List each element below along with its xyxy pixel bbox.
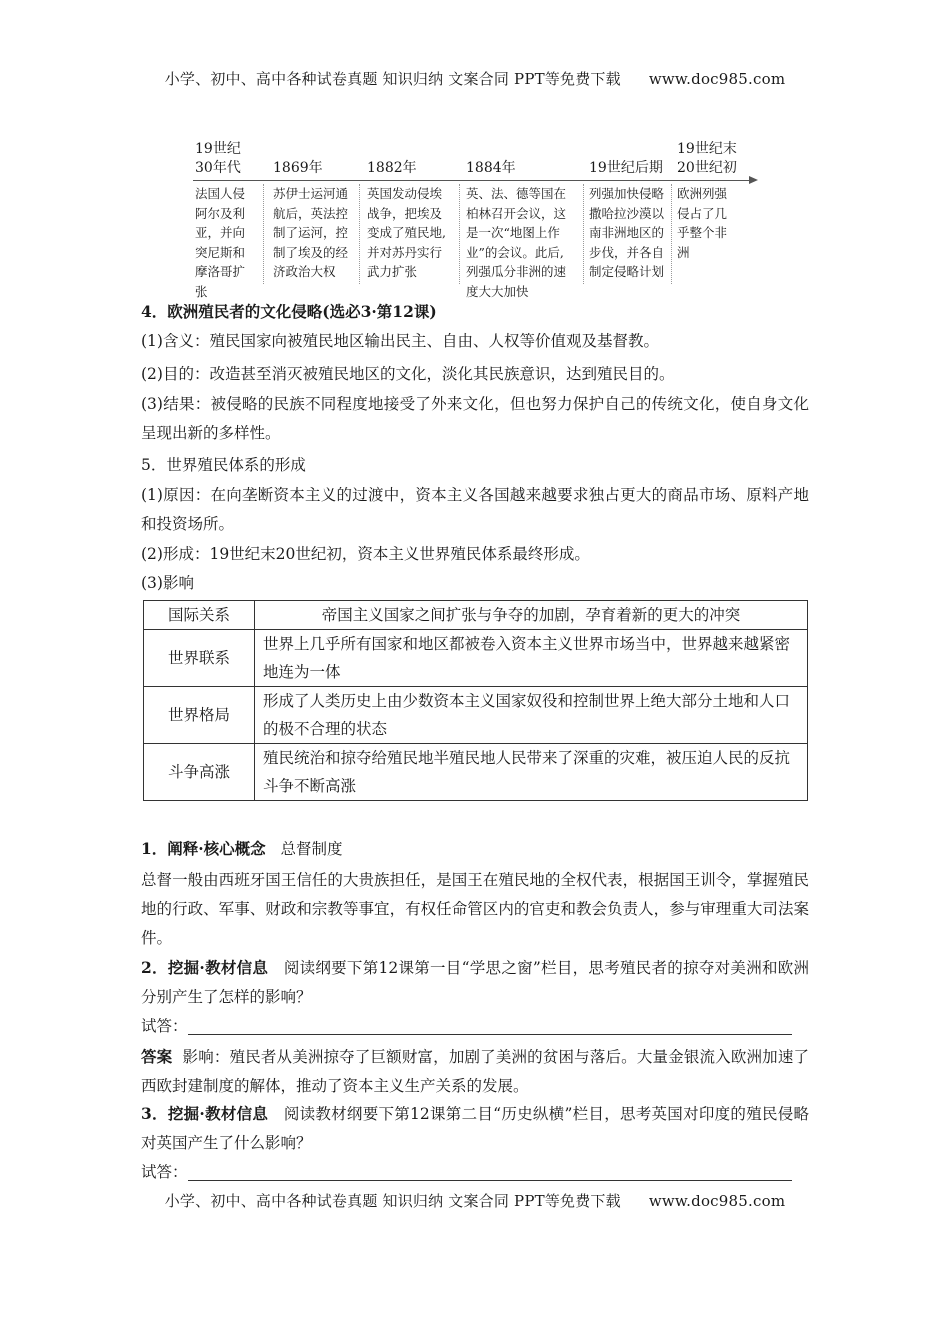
page-header xyxy=(0,68,950,89)
timeline xyxy=(193,140,763,299)
table-row xyxy=(144,601,808,630)
q2-title: 2．挖掘·教材信息 xyxy=(141,958,269,977)
timeline-description-line: 并对苏丹实行 xyxy=(367,244,443,260)
table-row xyxy=(144,630,808,687)
table-key: 世界联系 xyxy=(144,630,255,687)
section4-purpose: (2)目的：改造甚至消灭被殖民地区的文化，淡化其民族意识，达到殖民目的。 xyxy=(141,365,675,383)
q1-text: 总督一般由西班牙国王信任的大贵族担任，是国王在殖民地的全权代表，根据国王训令，掌握殖民地的行政、军事、财政和宗教等事宜，有权任命管区内的官吏和教会负责人，参与审理重大司法案件。 xyxy=(141,871,809,947)
timeline-date: 1869年 xyxy=(273,160,323,176)
timeline-description-line: 济政治大权 xyxy=(273,264,336,279)
q1-heading xyxy=(141,834,809,864)
timeline-description-line: 变成了殖民地, xyxy=(367,225,446,240)
timeline-description-line: 是一次“地图上作 xyxy=(466,225,560,240)
q3-block xyxy=(141,1099,809,1158)
timeline-description-line: 英国发动侵埃 xyxy=(367,186,443,201)
timeline-description-line: 战争，把埃及 xyxy=(367,205,443,221)
timeline-description-line: 航后，英法控 xyxy=(273,205,349,221)
section5-formation: (2)形成：19世纪末20世纪初，资本主义世界殖民体系最终形成。 xyxy=(141,545,590,563)
timeline-description-line: 制定侵略计划 xyxy=(589,264,665,279)
page-footer xyxy=(0,1190,950,1211)
q2-try-label: 试答： xyxy=(141,1017,188,1035)
header-url[interactable]: www.doc985.com xyxy=(648,70,786,88)
header-text: 小学、初中、高中各种试卷真题 知识归纳 文案合同 PPT等免费下载 xyxy=(164,70,621,88)
timeline-description-line: 撒哈拉沙漠以 xyxy=(589,205,665,221)
timeline-description-line: 列强加快侵略 xyxy=(589,186,665,201)
table-value: 帝国主义国家之间扩张与争夺的加剧，孕育着新的更大的冲突 xyxy=(255,601,808,630)
timeline-description-line: 乎整个非 xyxy=(677,225,728,240)
timeline-description xyxy=(466,184,596,301)
q2-answer-line[interactable] xyxy=(188,1016,792,1035)
timeline-description-line: 亚，并向 xyxy=(195,225,246,240)
table-row xyxy=(144,744,808,801)
timeline-description-line: 摩洛哥扩 xyxy=(195,264,246,279)
timeline-separator xyxy=(671,184,673,284)
q2-answer-label: 答案 xyxy=(141,1047,173,1066)
timeline-description-line: 苏伊士运河通 xyxy=(273,186,349,201)
q2-block xyxy=(141,953,809,1012)
timeline-date: 19世纪后期 xyxy=(589,160,663,176)
q3-try xyxy=(141,1158,809,1187)
q2-try xyxy=(141,1012,809,1041)
footer-url[interactable]: www.doc985.com xyxy=(648,1192,786,1210)
timeline-description-line: 阿尔及利 xyxy=(195,205,246,221)
timeline-separator xyxy=(459,184,461,284)
timeline-description-line: 侵占了几 xyxy=(677,205,728,221)
timeline-description-line: 列强瓜分非洲的速 xyxy=(466,264,567,279)
timeline-description-line: 度大大加快 xyxy=(466,283,529,299)
section4-meaning: (1)含义：殖民国家向被殖民地区输出民主、自由、人权等价值观及基督教。 xyxy=(141,332,659,350)
timeline-description-line: 步伐，并各自 xyxy=(589,244,665,260)
q2-answer-text: 影响：殖民者从美洲掠夺了巨额财富，加剧了美洲的贫困与落后。大量金银流入欧洲加速了西欧封建制度的解体，推动了资本主义生产关系的发展。 xyxy=(141,1048,809,1095)
q1-topic: 总督制度 xyxy=(280,840,343,858)
timeline-date: 1882年 xyxy=(367,160,417,176)
timeline-description-line: 制了埃及的经 xyxy=(273,244,349,260)
timeline-description-line: 武力扩张 xyxy=(367,264,418,279)
footer-text: 小学、初中、高中各种试卷真题 知识归纳 文案合同 PPT等免费下载 xyxy=(164,1192,621,1210)
timeline-description-line: 欧洲列强 xyxy=(677,186,728,201)
timeline-date: 19世纪末 20世纪初 xyxy=(677,141,737,176)
timeline-axis xyxy=(193,180,753,181)
q3-text: 阅读教材纲要下第12课第二目“历史纵横”栏目，思考英国对印度的殖民侵略对英国产生了什么影响？ xyxy=(141,1105,810,1152)
q3-try-label: 试答： xyxy=(141,1163,188,1181)
q3-title: 3．挖掘·教材信息 xyxy=(141,1104,269,1123)
timeline-separator xyxy=(263,184,265,284)
section4-title: 4．欧洲殖民者的文化侵略(选必3·第12课) xyxy=(141,302,437,321)
table-row xyxy=(144,687,808,744)
table-key: 国际关系 xyxy=(144,601,255,630)
timeline-date: 1884年 xyxy=(466,160,516,176)
timeline-description xyxy=(677,184,807,262)
timeline-description-line: 南非洲地区的 xyxy=(589,225,665,240)
table-value: 形成了人类历史上由少数资本主义国家奴役和控制世界上绝大部分土地和人口的极不合理的状态 xyxy=(255,687,808,744)
q3-answer-line[interactable] xyxy=(188,1162,792,1181)
section5-title: 5．世界殖民体系的形成 xyxy=(141,456,306,474)
timeline-separator xyxy=(583,184,585,284)
impact-table xyxy=(143,600,808,801)
q2-answer xyxy=(141,1042,809,1101)
timeline-description-line: 英、法、德等国在 xyxy=(466,186,567,201)
timeline-date: 19世纪 30年代 xyxy=(195,141,241,176)
timeline-description-line: 突尼斯和 xyxy=(195,244,246,260)
q2-text: 阅读纲要下第12课第一目“学思之窗”栏目，思考殖民者的掠夺对美洲和欧洲分别产生了怎样的影响？ xyxy=(141,959,810,1006)
table-key: 斗争高涨 xyxy=(144,744,255,801)
timeline-description-line: 张 xyxy=(195,283,208,299)
section5-reason: (1)原因：在向垄断资本主义的过渡中，资本主义各国越来越要求独占更大的商品市场、原料产地和投资场所。 xyxy=(141,486,809,533)
section4-result: (3)结果：被侵略的民族不同程度地接受了外来文化，但也努力保护自己的传统文化，使自身文化呈现出新的多样性。 xyxy=(141,395,809,442)
table-key: 世界格局 xyxy=(144,687,255,744)
q1-title: 1．阐释·核心概念 xyxy=(141,839,266,858)
timeline-separator xyxy=(359,184,361,284)
table-value: 殖民统治和掠夺给殖民地半殖民地人民带来了深重的灾难，被压迫人民的反抗斗争不断高涨 xyxy=(255,744,808,801)
timeline-description-line: 法国人侵 xyxy=(195,186,246,201)
timeline-description-line: 柏林召开会议，这 xyxy=(466,205,567,221)
timeline-description-line: 洲 xyxy=(677,244,690,260)
section5-impact-label: (3)影响 xyxy=(141,574,194,592)
table-value: 世界上几乎所有国家和地区都被卷入资本主义世界市场当中，世界越来越紧密地连为一体 xyxy=(255,630,808,687)
timeline-description-line: 制了运河，控 xyxy=(273,225,349,240)
timeline-description-line: 业”的会议。此后, xyxy=(466,244,564,260)
